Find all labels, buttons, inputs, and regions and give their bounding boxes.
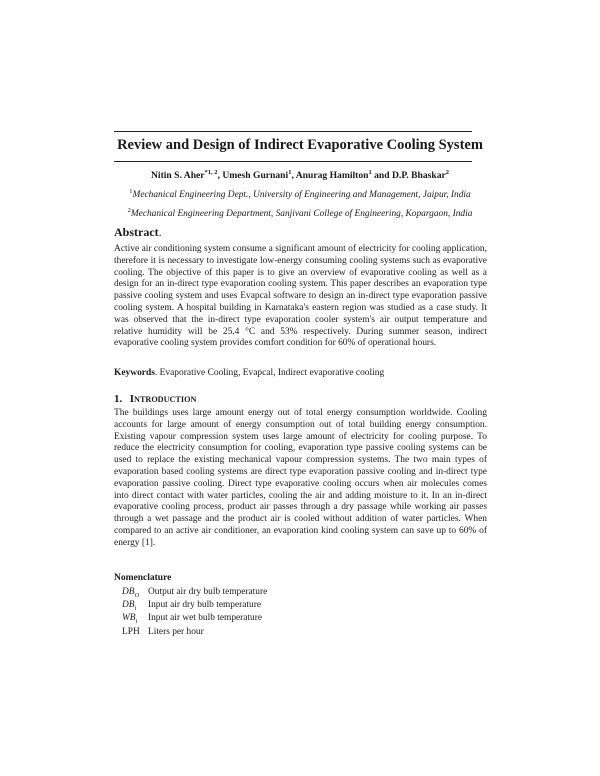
- nomenclature-heading: Nomenclature: [114, 573, 172, 583]
- author-affil-mark: 2: [445, 169, 450, 176]
- title-rule-bottom: [114, 161, 472, 162]
- author-name: Nitin S. Aher: [150, 170, 205, 182]
- nomenclature-definition: Output air dry bulb temperature: [148, 587, 268, 597]
- affiliation-text: Mechanical Engineering Dept., University of Engineering and Management, Jaipur, India: [132, 190, 471, 201]
- nomenclature-row: [122, 612, 267, 625]
- author-name: Umesh Gurnani: [222, 170, 289, 182]
- author-affil-mark: *1, 2: [204, 169, 218, 176]
- nomenclature-symbol: [122, 586, 148, 599]
- affiliation-1: [0, 188, 600, 200]
- symbol-subscript: i: [134, 605, 137, 613]
- section-heading-introduction: [114, 393, 196, 405]
- nomenclature-definition: Liters per hour: [148, 626, 204, 637]
- author-name: Anurag Hamilton: [295, 170, 369, 182]
- nomenclature-row: [122, 599, 267, 612]
- symbol-base: WB: [122, 613, 136, 624]
- affiliation-mark: 1: [129, 188, 133, 195]
- section-title-rest: NTRODUCTION: [134, 395, 197, 404]
- author-affil-mark: 1: [368, 169, 372, 176]
- affiliation-text: Mechanical Engineering Department, Sanjivani College of Engineering, Kopargaon, India: [130, 209, 473, 220]
- abstract-heading: [114, 225, 162, 240]
- abstract-heading-text: Abstract: [114, 225, 159, 239]
- symbol-base: DB: [122, 600, 135, 611]
- nomenclature-symbol: [122, 626, 148, 639]
- section-number: 1.: [114, 393, 123, 405]
- keywords-text: . Evaporative Cooling, Evapcal, Indirect evaporative cooling: [154, 368, 385, 378]
- keywords-line: [114, 368, 487, 380]
- title-rule-top: [114, 131, 472, 132]
- symbol-base: DB: [122, 587, 135, 597]
- nomenclature-definition: Input air dry bulb temperature: [148, 600, 261, 611]
- author-name: D.P. Bhaskar: [392, 170, 446, 182]
- nomenclature-definition: Input air wet bulb temperature: [148, 613, 263, 624]
- paper-title: Review and Design of Indirect Evaporative Cooling System: [117, 137, 483, 153]
- nomenclature-row: [122, 626, 267, 639]
- abstract-body: Active air conditioning system consume a significant amount of electricity for cooling application, therefore it is necessary to investigate low-energy consuming cooling systems such as evaporative cooling. The objective of this paper is to give an overview of evaporative cooling as well as a design for an in-direct type evaporation cooling system. This paper describes an evaporation type passive cooling system and uses Evapcal software to design an in-direct type evaporation passive cooling system. A hospital building in Karnataka's eastern region was studied as a case study. It was observed that the in-direct type evaporation cooler system's air output temperature and relative humidity will be 25.4 °C and 53% respectively. During summer season, indirect evaporative cooling system provides comfort condition for 60% of operational hours.: [114, 244, 487, 349]
- author-line: [0, 169, 600, 181]
- nomenclature-list: [122, 586, 267, 639]
- introduction-body: The buildings uses large amount energy out of total energy consumption worldwide. Cooling accounts for large amount of energy consumption out of total building energy consumption. Existing vapour compression system uses large amount of electricity for cooling purpose. To reduce the electricity consumption for cooling, evaporation type passive cooling systems can be used to replace the existing mechanical vapour compression systems. The two main types of evaporation based cooling systems are direct type evaporation passive cooling and in-direct type evaporation passive cooling. Direct type evaporative cooling occurs when air molecules comes into direct contact with water particles, cooling the air and adding moisture to it. In an in-direct evaporative cooling process, product air passes through a dry passage while working air passes through a wet passage and the product air is cooled without addition of water particles. When compared to an active air conditioner, an evaporation kind cooling system can save up to 60% of energy [1].: [114, 408, 487, 548]
- author-separator: ,: [291, 170, 296, 182]
- abstract-heading-dot: .: [158, 225, 162, 239]
- symbol-subscript: i: [135, 618, 138, 626]
- author-separator: ,: [217, 170, 223, 182]
- symbol-base: LPH: [122, 626, 140, 637]
- affiliation-2: [0, 207, 600, 219]
- author-affil-mark: 1: [288, 169, 292, 176]
- nomenclature-row: [122, 586, 267, 599]
- symbol-subscript: O: [134, 591, 140, 599]
- section-title-initial: I: [129, 393, 135, 405]
- author-separator: and: [371, 170, 392, 182]
- nomenclature-symbol: [122, 612, 148, 625]
- keywords-label: Keywords: [114, 368, 155, 378]
- nomenclature-symbol: [122, 599, 148, 612]
- affiliation-mark: 2: [127, 207, 131, 214]
